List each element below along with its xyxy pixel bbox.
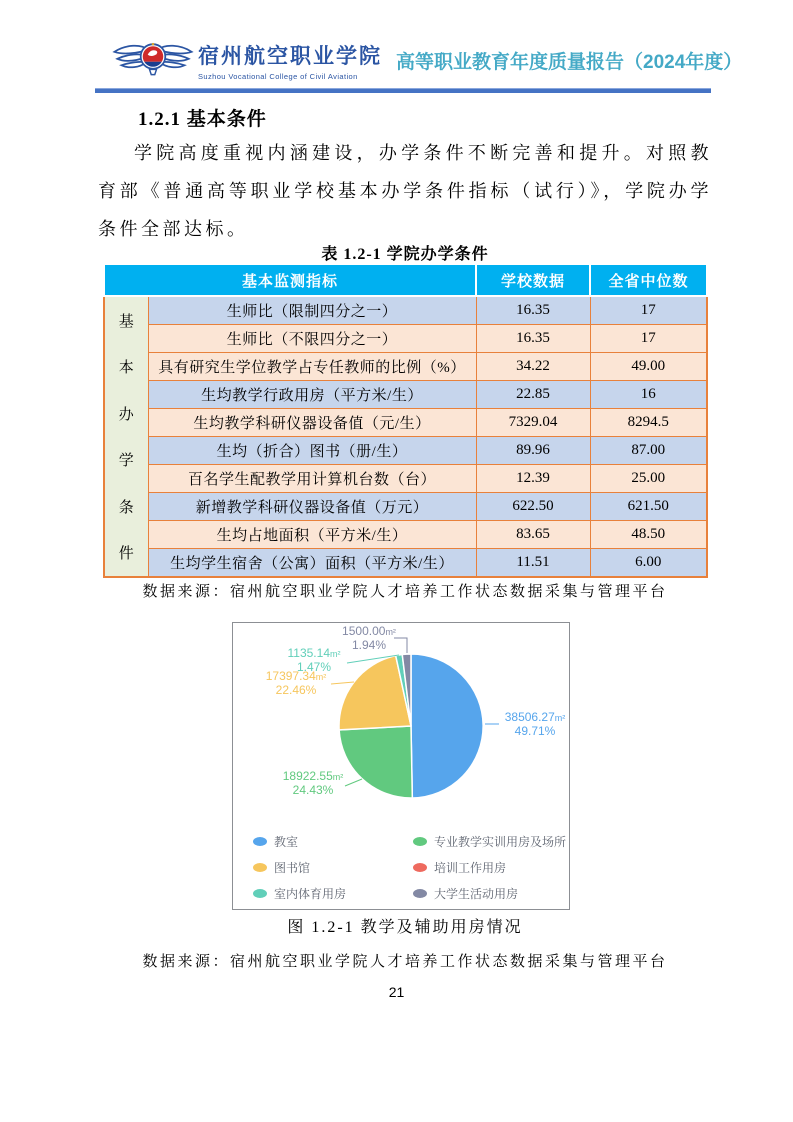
- table-group-label: 基 本 办 学 条 件: [104, 296, 148, 577]
- school-data-cell: 7329.04: [476, 409, 590, 437]
- school-data-cell: 16.35: [476, 296, 590, 325]
- indicator-cell: 具有研究生学位教学占专任教师的比例（%）: [148, 353, 476, 381]
- table-row: [104, 409, 707, 437]
- table-row: [104, 465, 707, 493]
- indicator-cell: 新增教学科研仪器设备值（万元）: [148, 493, 476, 521]
- school-data-cell: 34.22: [476, 353, 590, 381]
- school-data-cell: 12.39: [476, 465, 590, 493]
- province-median-cell: 48.50: [590, 521, 707, 549]
- legend-marker-icon: [413, 837, 427, 846]
- table-caption: 表 1.2-1 学院办学条件: [321, 246, 489, 263]
- legend-item-indoor-sports-rooms: [253, 885, 413, 902]
- page-number: 21: [388, 984, 405, 1000]
- legend-item-training-work-rooms: [413, 859, 566, 876]
- province-median-cell: 8294.5: [590, 409, 707, 437]
- figure-caption: 图 1.2-1 教学及辅助用房情况: [287, 919, 523, 936]
- legend-label: 教室: [274, 835, 299, 849]
- indicator-cell: 生师比（限制四分之一）: [148, 296, 476, 325]
- school-data-cell: 83.65: [476, 521, 590, 549]
- legend-marker-icon: [253, 863, 267, 872]
- page-header: [112, 36, 742, 84]
- school-data-cell: 11.51: [476, 549, 590, 578]
- table-row: [104, 493, 707, 521]
- pie-label-classrooms: 38506.27m² 49.71%: [504, 710, 566, 738]
- province-median-cell: 16: [590, 381, 707, 409]
- indicator-cell: 生均教学科研仪器设备值（元/生）: [148, 409, 476, 437]
- school-name-zh: 宿州航空职业学院: [198, 44, 382, 68]
- pie-label-indoor-sports-rooms: 1135.14m² 1.47%: [287, 646, 341, 674]
- province-median-cell: 621.50: [590, 493, 707, 521]
- legend-item-student-activity-rooms: [413, 885, 566, 902]
- table-row: [104, 296, 707, 325]
- table-row: [104, 325, 707, 353]
- school-name-block: [198, 40, 382, 81]
- table-row: [104, 353, 707, 381]
- legend-label: 专业教学实训用房及场所: [434, 835, 567, 849]
- section-heading: 1.2.1 基本条件: [138, 109, 267, 130]
- school-data-cell: 16.35: [476, 325, 590, 353]
- legend-item-classrooms: [253, 833, 413, 850]
- pie-label-library: 17397.34m² 22.46%: [265, 669, 327, 697]
- province-median-cell: 17: [590, 325, 707, 353]
- province-median-cell: 25.00: [590, 465, 707, 493]
- school-data-cell: 89.96: [476, 437, 590, 465]
- legend-item-practical-training-rooms: [413, 833, 566, 850]
- indicator-cell: 生均学生宿舍（公寓）面积（平方米/生）: [148, 549, 476, 578]
- indicator-cell: 百名学生配教学用计算机台数（台）: [148, 465, 476, 493]
- table-row: [104, 521, 707, 549]
- school-name-en: Suzhou Vocational College of Civil Aviation: [198, 71, 358, 81]
- column-header-school-data: 学校数据: [476, 264, 590, 296]
- indicator-cell: 生均占地面积（平方米/生）: [148, 521, 476, 549]
- legend-label: 室内体育用房: [274, 887, 347, 901]
- indicator-cell: 生均教学行政用房（平方米/生）: [148, 381, 476, 409]
- conditions-table: [103, 263, 708, 578]
- province-median-cell: 87.00: [590, 437, 707, 465]
- province-median-cell: 6.00: [590, 549, 707, 578]
- pie-slice-classrooms: [411, 654, 483, 798]
- indicator-cell: 生均（折合）图书（册/生）: [148, 437, 476, 465]
- table-source-note: 数据来源：宿州航空职业学院人才培养工作状态数据采集与管理平台: [142, 584, 668, 600]
- figure-source-note: 数据来源：宿州航空职业学院人才培养工作状态数据采集与管理平台: [142, 954, 668, 970]
- header-divider: [95, 88, 711, 93]
- body-paragraph: 学院高度重视内涵建设，办学条件不断完善和提升。对照教育部《普通高等职业学校基本办学条件指标（试行）》，学院办学条件全部达标。: [98, 143, 712, 239]
- legend-marker-icon: [253, 889, 267, 898]
- legend-label: 图书馆: [274, 861, 311, 875]
- legend-label: 培训工作用房: [434, 861, 507, 875]
- pie-label-student-activity-rooms: 1500.00m² 1.94%: [342, 624, 396, 652]
- province-median-cell: 17: [590, 296, 707, 325]
- table-row: [104, 549, 707, 578]
- legend-item-library: [253, 859, 413, 876]
- column-header-province-median: 全省中位数: [590, 264, 707, 296]
- college-logo-icon: [112, 36, 194, 84]
- legend-label: 大学生活动用房: [434, 887, 519, 901]
- indicator-cell: 生师比（不限四分之一）: [148, 325, 476, 353]
- pie-label-practical-training-rooms: 18922.55m² 24.43%: [282, 769, 344, 797]
- legend-marker-icon: [413, 863, 427, 872]
- chart-legend: [253, 833, 567, 902]
- report-title: 高等职业教育年度质量报告（2024年度）: [396, 51, 743, 73]
- table-row: [104, 437, 707, 465]
- legend-marker-icon: [413, 889, 427, 898]
- pie-chart-figure: [232, 622, 570, 910]
- conditions-table-wrap: [103, 263, 708, 578]
- table-header-row: [104, 264, 707, 296]
- school-data-cell: 622.50: [476, 493, 590, 521]
- school-data-cell: 22.85: [476, 381, 590, 409]
- legend-marker-icon: [253, 837, 267, 846]
- column-header-indicator: 基本监测指标: [104, 264, 476, 296]
- table-row: [104, 381, 707, 409]
- province-median-cell: 49.00: [590, 353, 707, 381]
